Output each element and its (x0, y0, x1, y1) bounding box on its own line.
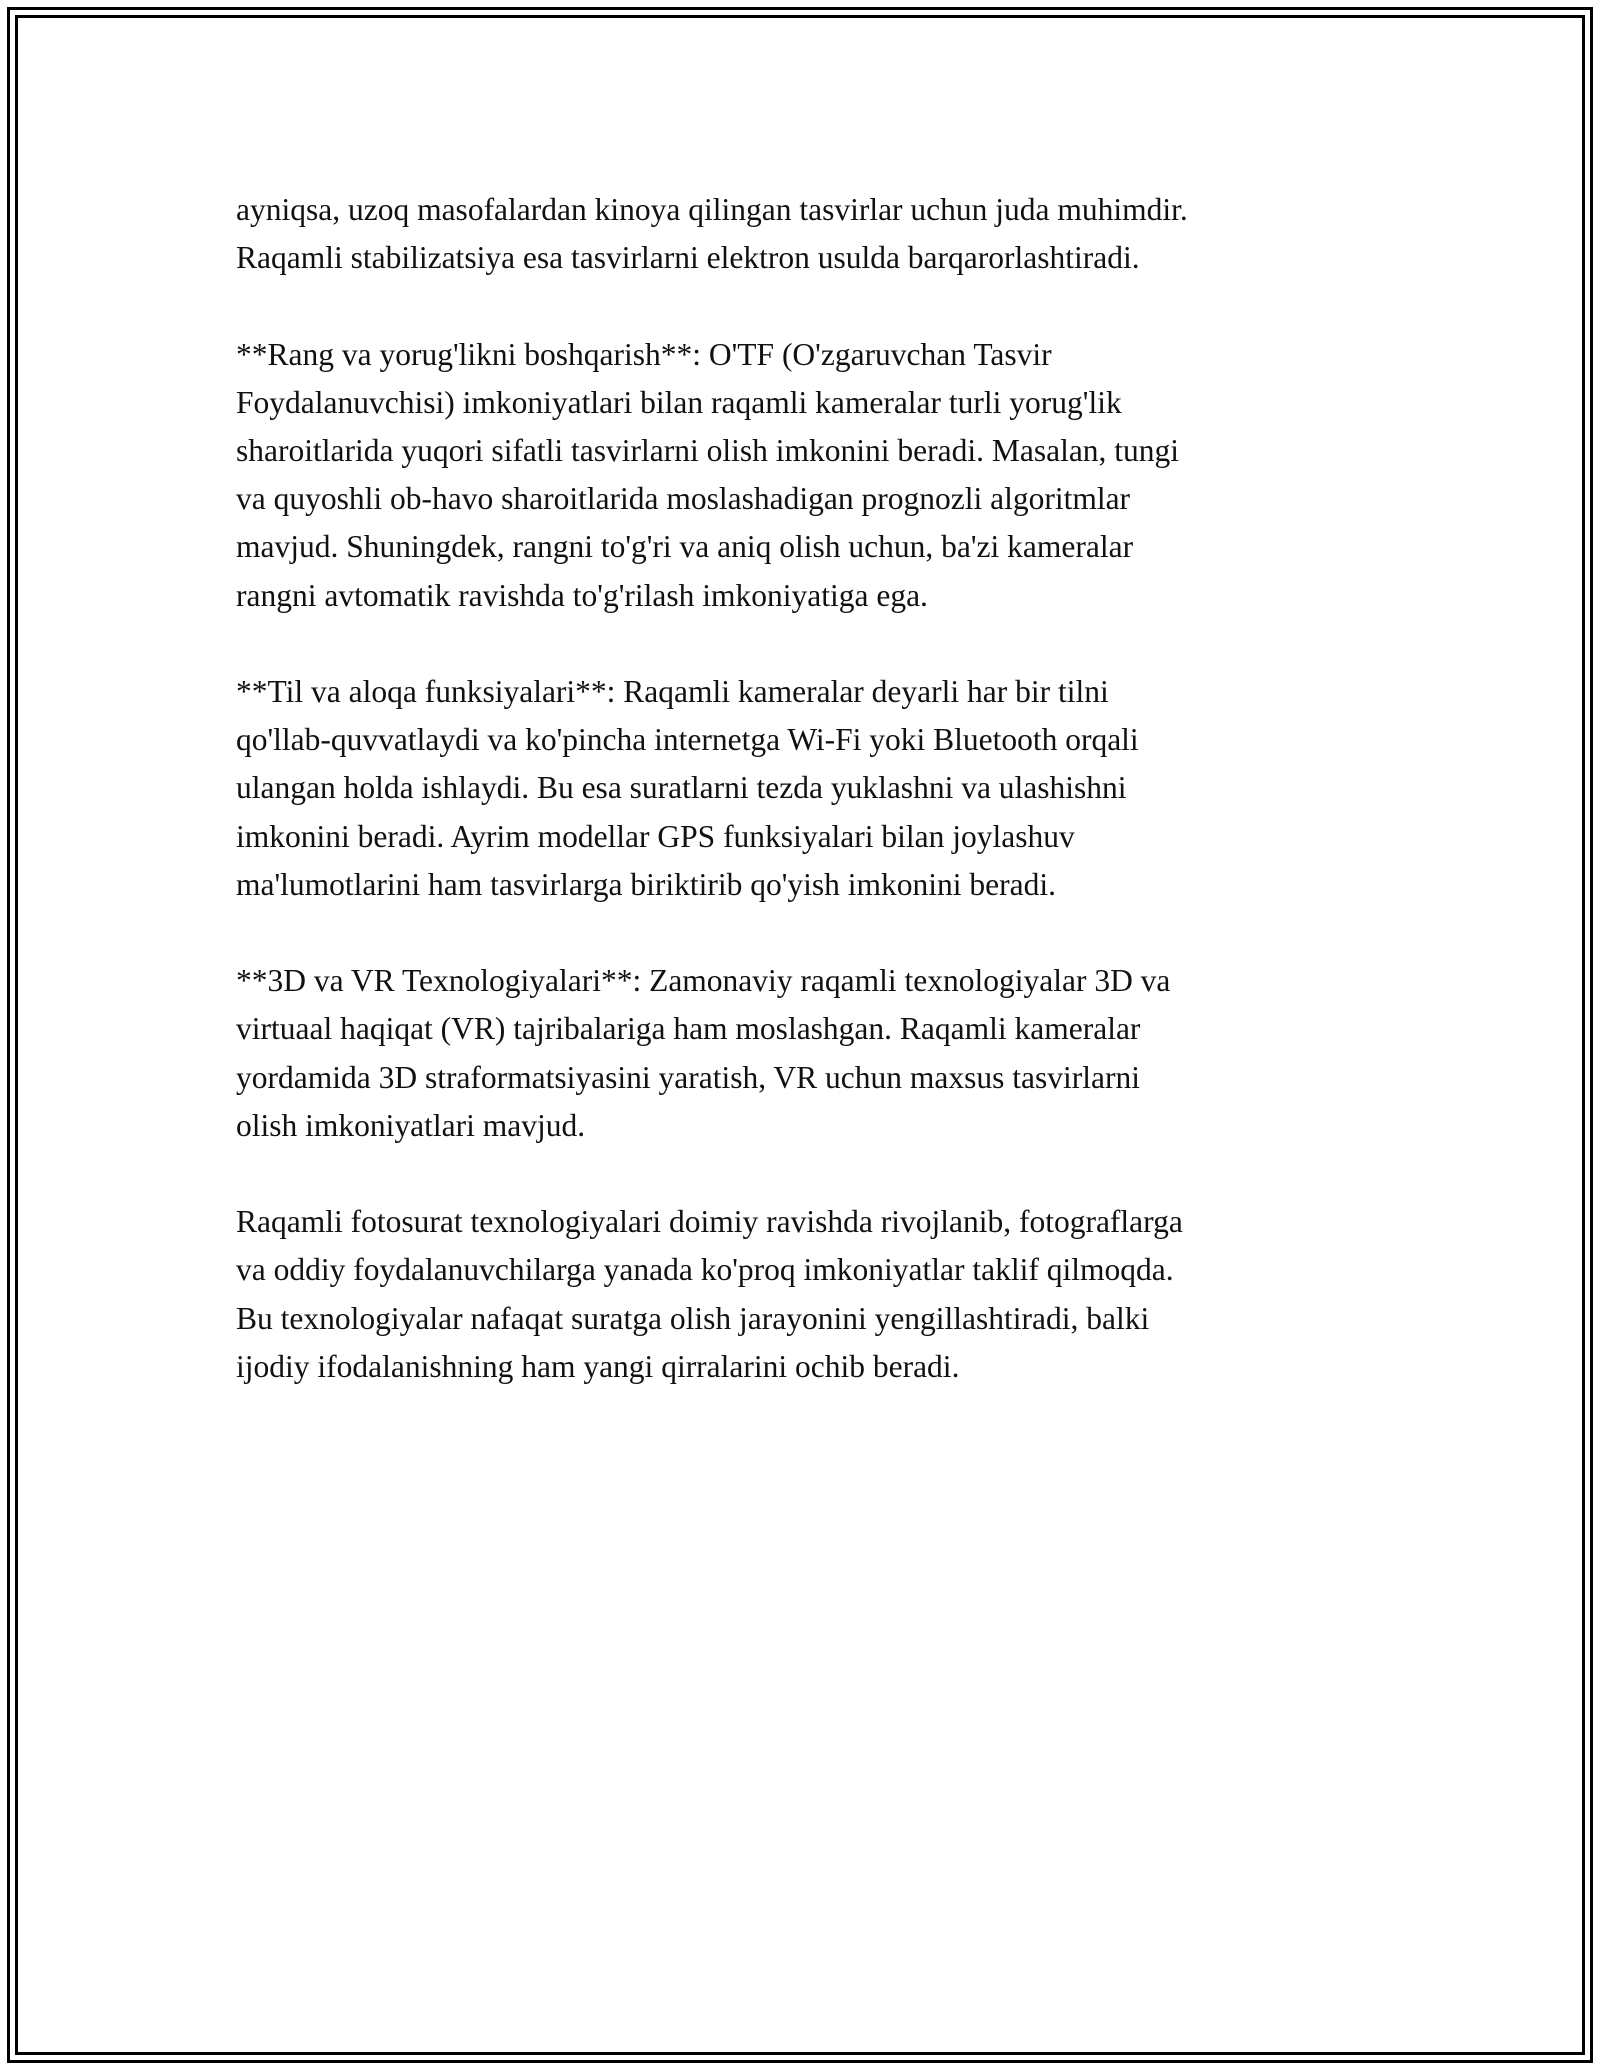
text-line: va oddiy foydalanuvchilarga yanada ko'proq imkoniyatlar taklif qilmoqda. (236, 1252, 1174, 1288)
text-line: ma'lumotlarini ham tasvirlarga biriktirib qo'yish imkonini beradi. (236, 866, 1056, 902)
text-line: **Rang va yorug'likni boshqarish**: O'TF (O'zgaruvchan Tasvir (236, 336, 1052, 372)
text-line: virtuaal haqiqat (VR) tajribalariga ham moslashgan. Raqamli kameralar (236, 1011, 1141, 1047)
text-line: qo'llab-quvvatlaydi va ko'pincha internetga Wi-Fi yoki Bluetooth orqali (236, 722, 1139, 758)
text-line: Raqamli stabilizatsiya esa tasvirlarni elektron usulda barqarorlashtiradi. (236, 240, 1140, 276)
paragraph-language-connectivity (236, 668, 1376, 909)
text-line: Raqamli fotosurat texnologiyalari doimiy ravishda rivojlanib, fotograflarga (236, 1204, 1183, 1240)
text-line: imkonini beradi. Ayrim modellar GPS funksiyalari bilan joylashuv (236, 818, 1075, 854)
paragraph-3d-vr (236, 957, 1376, 1150)
text-line: **3D va VR Texnologiyalari**: Zamonaviy raqamli texnologiyalar 3D va (236, 963, 1171, 999)
text-line: va quyoshli ob-havo sharoitlarida moslashadigan prognozli algoritmlar (236, 481, 1131, 517)
text-line: **Til va aloqa funksiyalari**: Raqamli kameralar deyarli har bir tilni (236, 674, 1109, 709)
text-line: ulangan holda ishlaydi. Bu esa suratlarni tezda yuklashni va ulashishni (236, 770, 1127, 806)
text-line: Foydalanuvchisi) imkoniyatlari bilan raqamli kameralar turli yorug'lik (236, 384, 1122, 420)
text-line: Bu texnologiyalar nafaqat suratga olish jarayonini yengillashtiradi, balki (236, 1300, 1150, 1336)
text-line: ayniqsa, uzoq masofalardan kinoya qilingan tasvirlar uchun juda muhimdir. (236, 192, 1188, 227)
text-line: mavjud. Shuningdek, rangni to'g'ri va aniq olish uchun, ba'zi kameralar (236, 529, 1134, 565)
text-line: rangni avtomatik ravishda to'g'rilash imkoniyatiga ega. (236, 577, 928, 613)
paragraph-conclusion (236, 1198, 1376, 1391)
paragraph-stabilization (236, 186, 1376, 282)
paragraph-spacer (236, 1150, 1376, 1198)
text-line: sharoitlarida yuqori sifatli tasvirlarni olish imkonini beradi. Masalan, tungi (236, 433, 1180, 468)
paragraph-spacer (236, 282, 1376, 330)
text-line: ijodiy ifodalanishning ham yangi qirralarini ochib beradi. (236, 1348, 960, 1384)
text-line: yordamida 3D straformatsiyasini yaratish, VR uchun maxsus tasvirlarni (236, 1059, 1140, 1095)
document-body (236, 186, 1376, 1391)
text-line: olish imkoniyatlari mavjud. (236, 1107, 586, 1143)
paragraph-color-light-control (236, 331, 1376, 620)
paragraph-spacer (236, 620, 1376, 668)
paragraph-spacer (236, 909, 1376, 957)
